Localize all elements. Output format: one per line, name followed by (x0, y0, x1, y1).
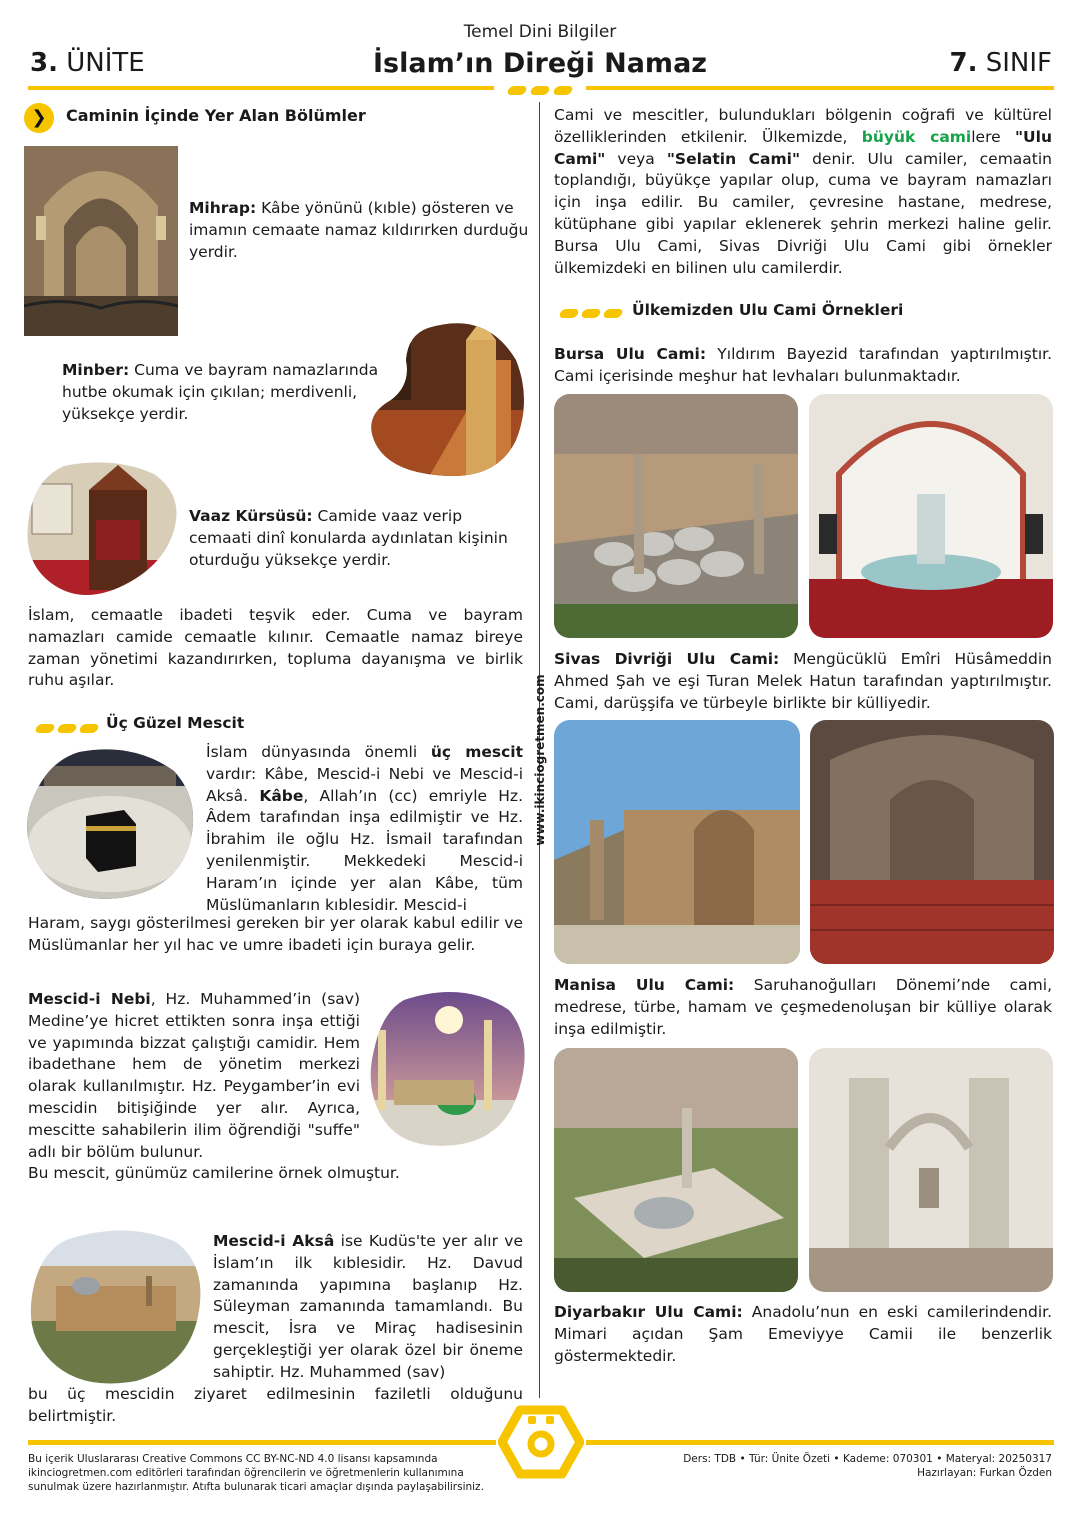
ulu-cami-intro: Cami ve mescitler, bulundukları bölgenin coğrafi ve kültürel özelliklerinden etkilenir. Ülkemizde, büyük camilere "Ulu Cami" veya "Selatin Cami" denir. Ulu camiler, cemaatin toplandığı, büyükçe yapılar olup, cuma ve bayram namazları için inşa edilir. Bu camiler, çevresine hastane, medrese, kütüphane gibi yapılar eklenerek şehrin merkezi haline gelir. Bursa Ulu Cami, Sivas Divriği Ulu Cami gibi örnekler ülkemizdeki en bilinen ulu camilerdir. (554, 106, 1052, 277)
mihrap-image (24, 146, 178, 336)
sivas-exterior-image (554, 720, 800, 964)
material-info: Ders: TDB • Tür: Ünite Özeti • Kademe: 070301 • Materyal: 20250317 Hazırlayan: Furkan Özden (683, 1453, 1052, 1479)
grade-label: 7. SINIF (949, 48, 1052, 78)
heading-dash (34, 724, 55, 733)
kabe-text-continued: Haram, saygı gösterilmesi gereken bir yer olarak kabul edilir ve Müslümanlar her yıl hac ve umre ibadeti için buraya gelir. (28, 914, 523, 954)
diyarbakir-text: Diyarbakır Ulu Cami: Anadolu’nun en eski camilerindendir. Mimari açıdan Şam Emeviyye Camii ile benzerlik göstermektedir. (554, 1303, 1052, 1365)
license-text: Bu içerik Uluslararası Creative Commons CC BY-NC-ND 4.0 lisansı kapsamında ikinciogretmen.com editörleri tarafından öğrencilerin ve öğretmenlerin kullanımına sunulmak üzere hazırlanmıştır. Atıfta bulunarak ticari amaçlar dışında paylaşabilirsiniz. (28, 1453, 484, 1493)
section-title: Caminin İçinde Yer Alan Bölümler (66, 106, 366, 125)
manisa-exterior-image (554, 1048, 798, 1292)
vertical-url: www.ikinciogretmen.com (533, 674, 547, 846)
mescit-heading: Üç Güzel Mescit (106, 714, 245, 732)
subject-label: Temel Dini Bilgiler (463, 22, 617, 42)
chevron-right-icon: ❯ (24, 103, 54, 133)
manisa-interior-image (809, 1048, 1053, 1292)
mihrap-text: Mihrap: Kâbe yönünü (kıble) gösteren ve imamın cemaate namaz kıldırırken durduğu yerdir. (189, 199, 529, 261)
kabe-text: İslam dünyasında önemli üç mescit vardır: Kâbe, Mescid-i Nebi ve Mescid-i Aksâ. Kâbe, Allah’ın (cc) emriyle Hz. Âdem tarafından inşa edilmiştir ve Hz. İbrahim ile oğlu Hz. İsmail tarafından yenilenmiştir. Mekkedeki Mescid-i Haram’ın içinde yer alan Kâbe, tüm Müslümanların kıblesidir. Mescid-i (206, 743, 523, 914)
header-rule-left (28, 86, 494, 90)
heading-dash (580, 309, 601, 318)
unit-label: 3. ÜNİTE (30, 48, 145, 78)
header-rule-right (586, 86, 1054, 90)
manisa-text: Manisa Ulu Cami: Saruhanoğulları Dönemi’nde cami, medrese, türbe, hamam ve çeşmedenoluşan bir külliye olarak inşa edilmiştir. (554, 976, 1053, 1038)
heading-dash (558, 309, 579, 318)
bursa-text: Bursa Ulu Cami: Yıldırım Bayezid tarafından yaptırılmıştır. Cami içerisinde meşhur hat levhaları bulunmaktadır. (554, 345, 1053, 385)
aksa-text-last: bu üç mescidin ziyaret edilmesinin faziletli olduğunu belirtmiştir. (28, 1385, 523, 1425)
cemaat-paragraph: İslam, cemaatle ibadeti teşvik eder. Cuma ve bayram namazları camide cemaatle kılınır. Cemaatle namaz bireye zaman yönetimi kazandırırken, topluma dayanışma ve birlik ruhu aşılar. (28, 606, 523, 690)
mescid-i-nebi-image (364, 990, 526, 1150)
mescid-i-aksa-image (26, 1226, 206, 1386)
footer-rule-left (28, 1440, 496, 1445)
minber-image (366, 320, 526, 482)
heading-dash (78, 724, 99, 733)
aksa-text: Mescid-i Aksâ ise Kudüs'te yer alır ve İslam’ın ilk kıblesidir. Hz. Davud zamanında yapımına başlanıp Hz. Süleyman zamanında tamamlandı. Bu mescit, İsra ve Miraç hadisesinin gerçekleştiği yer olarak özel bir öneme sahiptir. Hz. Muhammed (sav) (213, 1232, 524, 1381)
kabe-image (24, 746, 196, 902)
vaaz-kursusu-image (24, 460, 180, 600)
heading-dash (56, 724, 77, 733)
nebi-text-last: Bu mescit, günümüz camilerine örnek olmuştur. (28, 1164, 400, 1182)
sivas-interior-image (810, 720, 1054, 964)
heading-dash (602, 309, 623, 318)
bursa-interior-image (809, 394, 1053, 638)
header-dash (529, 86, 550, 95)
examples-heading: Ülkemizden Ulu Cami Örnekleri (632, 301, 904, 319)
header-dash (552, 86, 573, 95)
vaaz-kursusu-text: Vaaz Kürsüsü: Camide vaaz verip cemaati dinî konularda aydınlatan kişinin oturduğu yüksekçe yerdir. (189, 507, 508, 569)
bursa-exterior-image (554, 394, 798, 638)
nebi-text: Mescid-i Nebi, Hz. Muhammed’in (sav) Medine’ye hicret ettikten sonra inşa ettiği ve yapımında bizzat çalıştığı camidir. Hem ibadethane hem de yönetim merkezi olarak kullanılmıştır. Hz. Peygamber’in evi mescidin bitişiğinde yer alır. Ayrıca, mescitte sahabilerin ilim öğrendiği "suffe" adlı bir bölüm bulunur. (28, 990, 361, 1161)
brand-logo (498, 1402, 584, 1482)
header-dash (506, 86, 527, 95)
sivas-text: Sivas Divriği Ulu Cami: Mengücüklü Emîri Hüsâmeddin Ahmed Şah ve eşi Turan Melek Hatun tarafından yaptırılmıştır. Cami, darüşşifa ve türbeyle birlikte bir külliyedir. (554, 650, 1052, 712)
minber-text: Minber: Cuma ve bayram namazlarında hutbe okumak için çıkılan; merdivenli, yüksekçe yerdir. (62, 361, 379, 423)
footer-rule-right (586, 1440, 1054, 1445)
page-title: İslam’ın Direği Namaz (372, 48, 708, 79)
